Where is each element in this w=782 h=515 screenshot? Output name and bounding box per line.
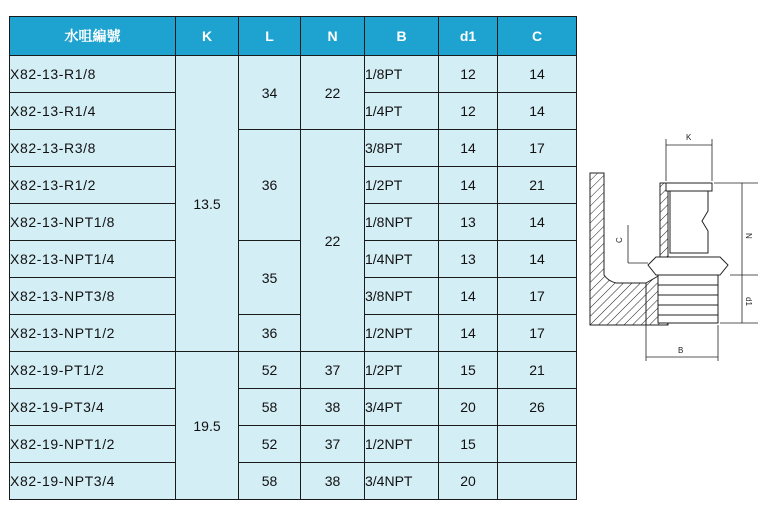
cell-n: 38 — [301, 389, 365, 426]
cell-c: 21 — [498, 167, 577, 204]
header-k: K — [176, 17, 239, 56]
cell-c — [498, 426, 577, 463]
cell-c — [498, 463, 577, 500]
cell-c: 14 — [498, 241, 577, 278]
cell-n: 22 — [301, 130, 365, 352]
cell-d1: 14 — [439, 167, 498, 204]
cell-code: X82-13-NPT1/4 — [10, 241, 176, 278]
header-b: B — [365, 17, 439, 56]
cell-b: 3/8NPT — [365, 278, 439, 315]
cell-c: 17 — [498, 315, 577, 352]
header-c: C — [498, 17, 577, 56]
cell-d1: 14 — [439, 315, 498, 352]
wall-section — [590, 173, 646, 325]
cell-l: 36 — [239, 315, 301, 352]
cell-b: 1/8NPT — [365, 204, 439, 241]
cell-code: X82-13-NPT1/8 — [10, 204, 176, 241]
table-row — [10, 130, 577, 167]
cell-d1: 20 — [439, 389, 498, 426]
table-row — [10, 56, 577, 93]
cell-l: 52 — [239, 426, 301, 463]
cell-d1: 12 — [439, 93, 498, 130]
header-l: L — [239, 17, 301, 56]
header-n: N — [301, 17, 365, 56]
cell-c: 14 — [498, 93, 577, 130]
cell-n: 38 — [301, 463, 365, 500]
cell-b: 1/2NPT — [365, 315, 439, 352]
table-row — [10, 389, 577, 426]
dim-b — [646, 325, 718, 361]
cell-d1: 20 — [439, 463, 498, 500]
cell-b: 1/2PT — [365, 352, 439, 389]
cell-code: X82-19-PT1/2 — [10, 352, 176, 389]
cell-b: 3/8PT — [365, 130, 439, 167]
cell-d1: 14 — [439, 130, 498, 167]
cell-code: X82-19-PT3/4 — [10, 389, 176, 426]
cell-c: 14 — [498, 56, 577, 93]
dim-c — [628, 225, 648, 263]
cell-b: 1/4PT — [365, 93, 439, 130]
cell-code: X82-13-NPT3/8 — [10, 278, 176, 315]
cell-l: 58 — [239, 463, 301, 500]
table-row — [10, 463, 577, 500]
cell-c: 26 — [498, 389, 577, 426]
cell-code: X82-13-R1/2 — [10, 167, 176, 204]
cell-code: X82-13-R1/4 — [10, 93, 176, 130]
cell-d1: 13 — [439, 241, 498, 278]
cell-code: X82-13-R3/8 — [10, 130, 176, 167]
cell-d1: 13 — [439, 204, 498, 241]
cell-code: X82-19-NPT3/4 — [10, 463, 176, 500]
cell-code: X82-19-NPT1/2 — [10, 426, 176, 463]
cell-l: 35 — [239, 241, 301, 315]
header-code: 水咀編號 — [10, 17, 176, 56]
cell-c: 17 — [498, 278, 577, 315]
cell-l: 52 — [239, 352, 301, 389]
table-row — [10, 352, 577, 389]
cell-d1: 14 — [439, 278, 498, 315]
cell-k: 13.5 — [176, 56, 239, 352]
cell-code: X82-13-NPT1/2 — [10, 315, 176, 352]
cell-d1: 15 — [439, 352, 498, 389]
cell-n: 37 — [301, 352, 365, 389]
cell-k: 19.5 — [176, 352, 239, 500]
cell-n: 22 — [301, 56, 365, 130]
header-row — [10, 17, 577, 56]
cell-b: 1/4NPT — [365, 241, 439, 278]
table-row — [10, 426, 577, 463]
cell-c: 14 — [498, 204, 577, 241]
cell-l: 36 — [239, 130, 301, 241]
table-row — [10, 241, 577, 278]
cell-b: 1/2NPT — [365, 426, 439, 463]
cell-b: 3/4NPT — [365, 463, 439, 500]
cell-c: 17 — [498, 130, 577, 167]
label-b: B — [678, 346, 684, 355]
fitting-cross-section-diagram — [586, 125, 764, 365]
cell-d1: 15 — [439, 426, 498, 463]
cell-l: 34 — [239, 56, 301, 130]
cell-b: 3/4PT — [365, 389, 439, 426]
table-row — [10, 315, 577, 352]
label-n: N — [744, 233, 753, 239]
label-k: K — [686, 133, 692, 142]
label-d1: d1 — [744, 297, 753, 306]
spec-table — [9, 16, 577, 500]
cell-d1: 12 — [439, 56, 498, 93]
cell-b: 1/8PT — [365, 56, 439, 93]
cell-n: 37 — [301, 426, 365, 463]
cell-c: 21 — [498, 352, 577, 389]
label-c: C — [615, 237, 624, 243]
header-d1: d1 — [439, 17, 498, 56]
cell-l: 58 — [239, 389, 301, 426]
cell-b: 1/2PT — [365, 167, 439, 204]
dim-k — [666, 139, 712, 181]
cell-code: X82-13-R1/8 — [10, 56, 176, 93]
